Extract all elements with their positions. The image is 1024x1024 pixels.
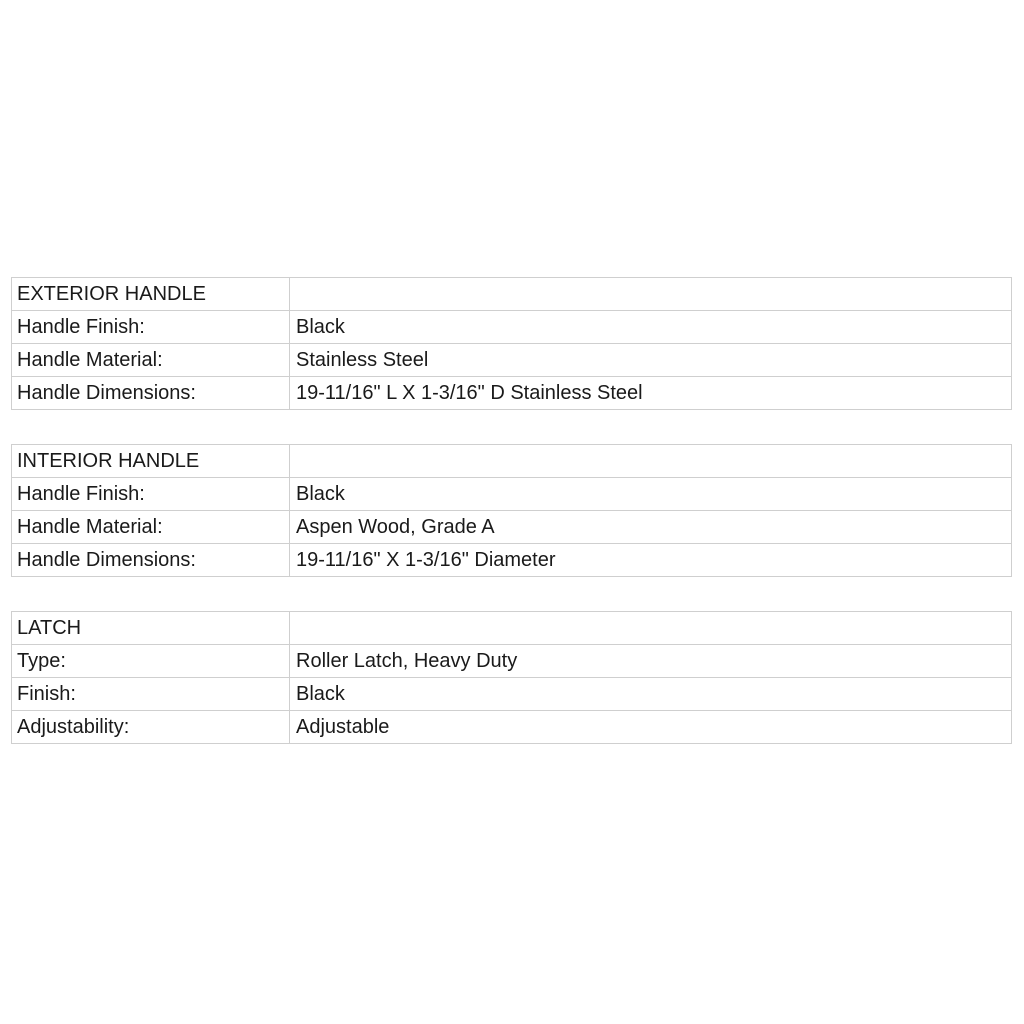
table-row [12, 311, 1012, 344]
section-title: EXTERIOR HANDLE [12, 278, 290, 311]
section-title: INTERIOR HANDLE [12, 445, 290, 478]
spec-label: Type: [12, 645, 290, 678]
section-title-empty-cell [290, 612, 1012, 645]
spec-value: Aspen Wood, Grade A [290, 511, 1012, 544]
table-row [12, 478, 1012, 511]
spec-label: Handle Dimensions: [12, 544, 290, 577]
section-header-row [12, 445, 1012, 478]
spec-label: Handle Material: [12, 511, 290, 544]
table-row [12, 678, 1012, 711]
section-header-row [12, 278, 1012, 311]
spec-value: Stainless Steel [290, 344, 1012, 377]
table-row [12, 645, 1012, 678]
section-title-empty-cell [290, 278, 1012, 311]
spec-label: Finish: [12, 678, 290, 711]
spec-value: Black [290, 478, 1012, 511]
exterior-handle-spec-table [11, 277, 1012, 410]
table-row [12, 544, 1012, 577]
spec-value: 19-11/16" X 1-3/16" Diameter [290, 544, 1012, 577]
table-row [12, 344, 1012, 377]
latch-spec-table [11, 611, 1012, 744]
spec-value: Adjustable [290, 711, 1012, 744]
table-row [12, 711, 1012, 744]
section-title-empty-cell [290, 445, 1012, 478]
section-title: LATCH [12, 612, 290, 645]
spec-label: Handle Dimensions: [12, 377, 290, 410]
spec-value: Black [290, 678, 1012, 711]
interior-handle-spec-table [11, 444, 1012, 577]
table-row [12, 377, 1012, 410]
spec-label: Adjustability: [12, 711, 290, 744]
spec-value: Roller Latch, Heavy Duty [290, 645, 1012, 678]
table-row [12, 511, 1012, 544]
spec-value: Black [290, 311, 1012, 344]
spec-label: Handle Finish: [12, 478, 290, 511]
spec-value: 19-11/16" L X 1-3/16" D Stainless Steel [290, 377, 1012, 410]
spec-label: Handle Finish: [12, 311, 290, 344]
section-header-row [12, 612, 1012, 645]
spec-label: Handle Material: [12, 344, 290, 377]
